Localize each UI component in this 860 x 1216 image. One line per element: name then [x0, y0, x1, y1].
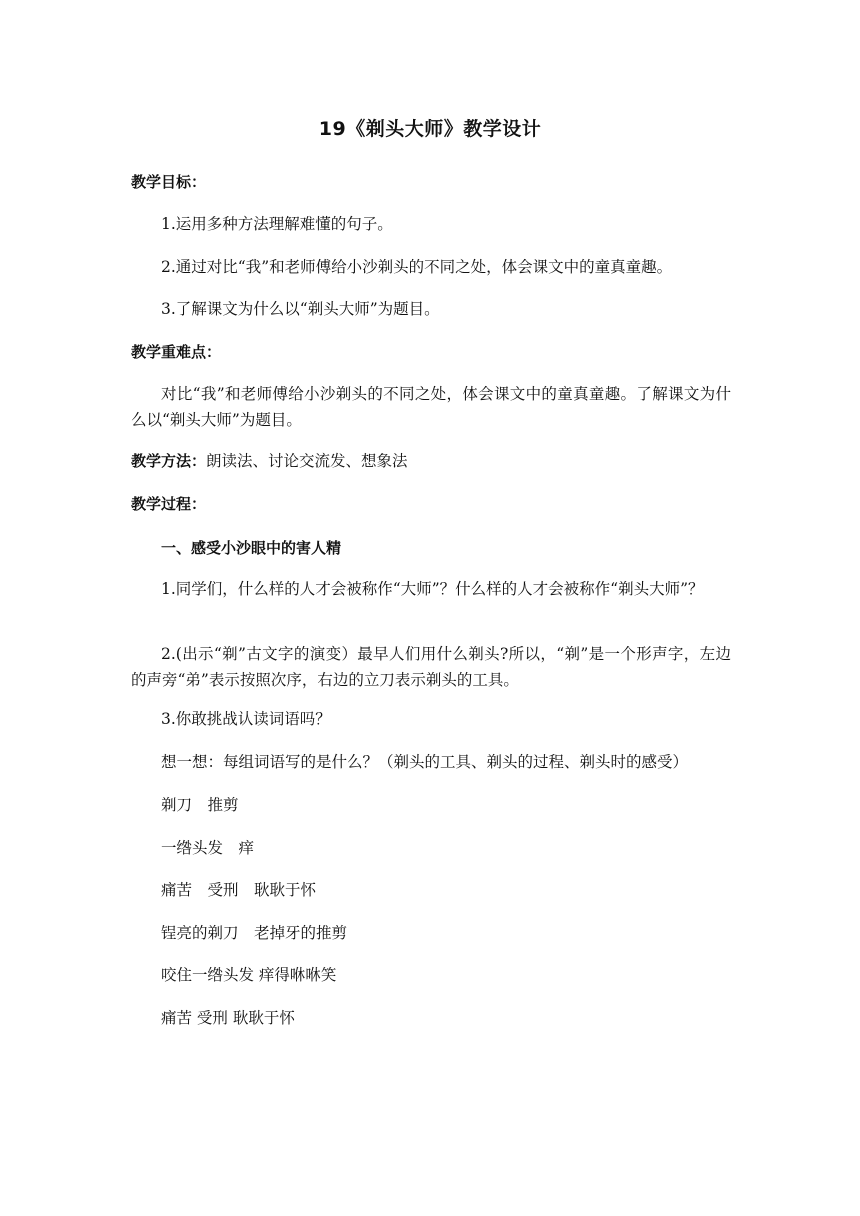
key-points-heading: 教学重难点： [131, 343, 222, 361]
goal-item: 1.运用多种方法理解难懂的句子。 [161, 215, 393, 233]
word-group: 痛苦 受刑 耿耿于怀 [161, 881, 317, 899]
word-group: 一绺头发 痒 [161, 839, 255, 857]
step-line: 3.你敢挑战认读词语吗？ [161, 710, 331, 728]
word-group: 咬住一绺头发 痒得咻咻笑 [161, 966, 337, 984]
goal-item: 2.通过对比“我”和老师傅给小沙剃头的不同之处，体会课文中的童真童趣。 [161, 258, 673, 276]
goal-item: 3.了解课文为什么以“剃头大师”为题目。 [161, 300, 440, 318]
method-text: 朗读法、讨论交流发、想象法 [206, 452, 408, 470]
key-points-text: 对比“我”和老师傅给小沙剃头的不同之处，体会课文中的童真童趣。了解课文为什么以“剃头大师”为题目。 [131, 385, 731, 429]
step-paragraph: 2.(出示“剃”古文字的演变）最早人们用什么剃头?所以，“剃”是一个形声字，左边的声旁“弟”表示按照次序，右边的立刀表示剃头的工具。 [131, 645, 731, 689]
method-line [131, 448, 731, 474]
document-title: 19《剃头大师》教学设计 [318, 118, 542, 140]
word-group: 剃刀 推剪 [161, 796, 239, 814]
step-paragraph: 1.同学们，什么样的人才会被称作“大师”？什么样的人才会被称作“剃头大师”？ [161, 580, 704, 598]
word-group: 痛苦 受刑 耿耿于怀 [161, 1009, 295, 1027]
think-prompt: 想一想：每组词语写的是什么？（剃头的工具、剃头的过程、剃头时的感受） [161, 753, 689, 771]
method-heading: 教学方法： [131, 452, 207, 470]
word-group: 锃亮的剃刀 老掉牙的推剪 [161, 924, 348, 942]
goals-heading: 教学目标： [131, 173, 207, 191]
section-heading: 一、感受小沙眼中的害人精 [161, 539, 342, 557]
process-heading: 教学过程： [131, 495, 207, 513]
